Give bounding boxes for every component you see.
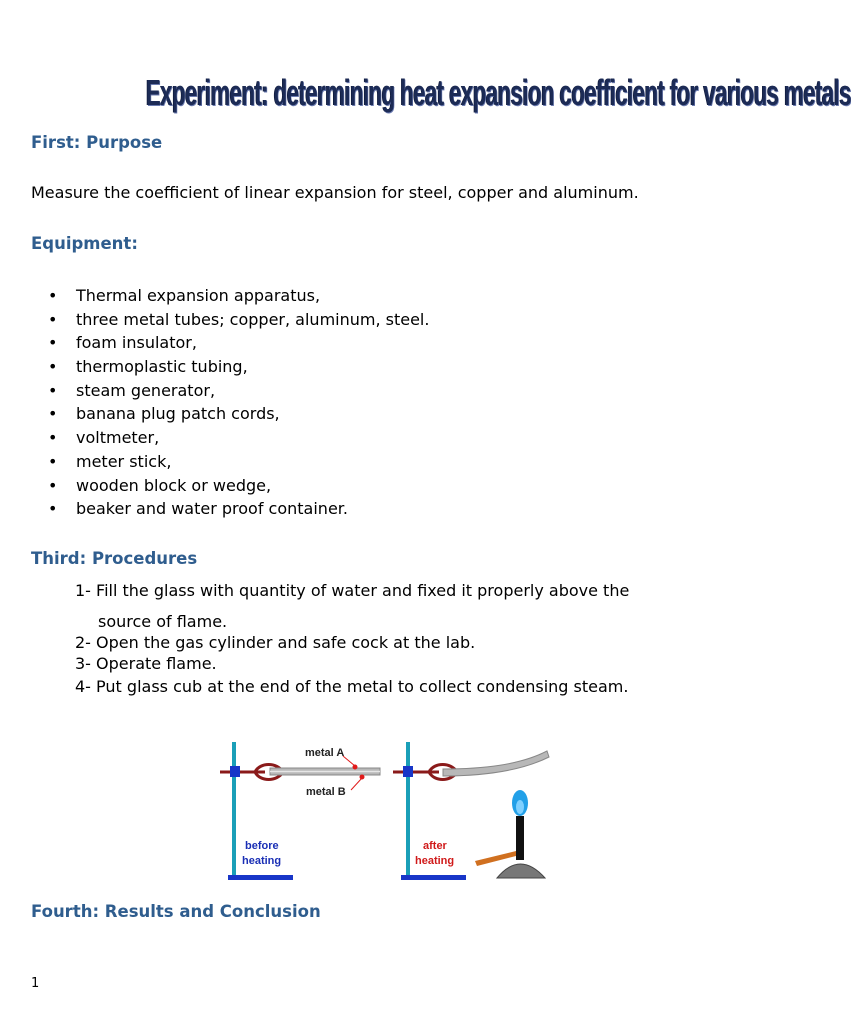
step-number: 2- [75, 633, 91, 652]
clamp-joint [403, 766, 413, 777]
equipment-item: • Thermal expansion apparatus, [48, 284, 429, 308]
bunsen-burner-icon [475, 790, 545, 878]
step-number: 4- [75, 677, 91, 696]
bent-metal-rod [443, 751, 549, 776]
procedures-heading: Third: Procedures [31, 549, 198, 568]
procedure-step-3 [75, 654, 217, 673]
metal-b-label: metal B [306, 786, 346, 798]
clamp-joint [230, 766, 240, 777]
results-heading: Fourth: Results and Conclusion [31, 902, 321, 921]
page-number: 1 [31, 976, 40, 991]
equipment-item: • meter stick, [48, 450, 429, 474]
equipment-list [48, 284, 429, 521]
step-number: 1- [75, 581, 91, 600]
purpose-heading: First: Purpose [31, 133, 163, 152]
page-title: Experiment: determining heat expansion coefficient for various metals [145, 72, 851, 113]
before-heating-setup [220, 742, 380, 880]
purpose-text: Measure the coefficient of linear expansion for steel, copper and aluminum. [31, 183, 639, 202]
step-text: Operate flame. [96, 654, 217, 673]
after-label-line1: after [423, 840, 447, 852]
equipment-heading: Equipment: [31, 234, 138, 253]
stand-rod [406, 742, 410, 876]
thermal-expansion-diagram [215, 738, 555, 883]
step-text: Put glass cub at the end of the metal to collect condensing steam. [96, 677, 629, 696]
stand-rod [232, 742, 236, 876]
step-number: 3- [75, 654, 91, 673]
metal-a-marker [353, 765, 358, 770]
burner-barrel [516, 816, 524, 860]
after-heating-setup [393, 742, 549, 880]
before-label-line2: heating [242, 855, 282, 867]
equipment-item: • three metal tubes; copper, aluminum, steel. [48, 308, 429, 332]
burner-base [497, 864, 545, 878]
procedure-step-1 [75, 581, 629, 600]
procedure-step-1-continuation: source of flame. [98, 612, 228, 631]
equipment-item: • wooden block or wedge, [48, 474, 429, 498]
equipment-item: • banana plug patch cords, [48, 402, 429, 426]
equipment-item: • beaker and water proof container. [48, 497, 429, 521]
equipment-item: • thermoplastic tubing, [48, 355, 429, 379]
before-label-line1: before [245, 840, 279, 852]
after-label-line2: heating [415, 855, 455, 867]
procedure-step-4 [75, 677, 628, 696]
equipment-item: • steam generator, [48, 379, 429, 403]
step-text: Fill the glass with quantity of water and fixed it properly above the [96, 581, 630, 600]
stand-base [401, 875, 466, 880]
procedure-step-2 [75, 633, 475, 652]
stand-base [228, 875, 293, 880]
gas-tube [475, 851, 516, 866]
metal-a-label: metal A [305, 747, 345, 759]
step-text: Open the gas cylinder and safe cock at the lab. [96, 633, 476, 652]
equipment-item: • foam insulator, [48, 331, 429, 355]
equipment-item: • voltmeter, [48, 426, 429, 450]
metal-b-marker [360, 775, 365, 780]
